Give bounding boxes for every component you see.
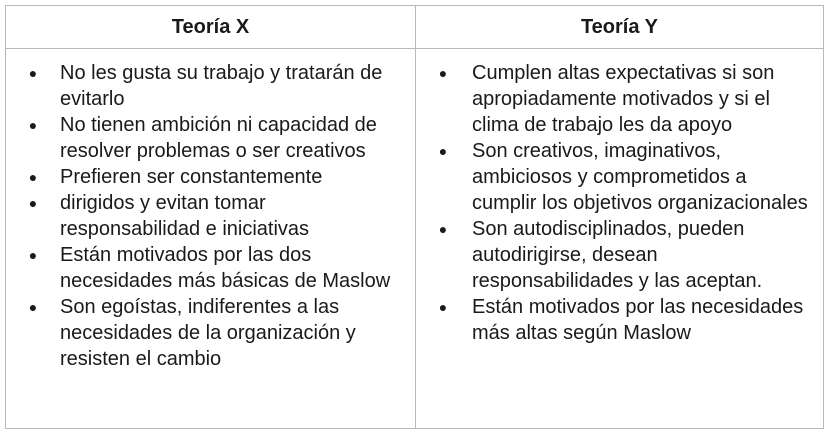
list-item: [22, 242, 407, 294]
list-item: [432, 138, 815, 216]
list-item-text: Prefieren ser constantemente: [60, 166, 323, 188]
list-item-text: Están motivados por las dos necesidades más básicas de Maslow: [60, 244, 391, 292]
theory-x-cell: [6, 49, 416, 429]
list-item: [432, 60, 815, 138]
list-item: [22, 190, 407, 242]
bullet-icon: ●: [438, 221, 448, 237]
header-theory-y: Teoría Y: [416, 6, 824, 49]
list-item: [22, 112, 407, 164]
list-item-text: Están motivados por las necesidades más altas según Maslow: [472, 296, 804, 344]
list-item: [22, 60, 407, 112]
list-item-text: Son autodisciplinados, pueden autodirigirse, desean responsabilidades y las aceptan.: [472, 218, 763, 292]
list-item: [22, 164, 407, 190]
list-item-text: Cumplen altas expectativas si son apropiadamente motivados y si el clima de trabajo les da apoyo: [472, 62, 775, 136]
bullet-icon: ●: [28, 169, 38, 185]
bullet-icon: ●: [438, 299, 448, 315]
header-row: [6, 6, 824, 49]
list-item-text: No tienen ambición ni capacidad de resolver problemas o ser creativos: [60, 114, 377, 162]
list-item-text: Son egoístas, indiferentes a las necesidades de la organización y resisten el cambio: [60, 296, 356, 370]
comparison-table-container: [5, 5, 823, 429]
list-item-text: No les gusta su trabajo y tratarán de evitarlo: [60, 62, 383, 110]
bullet-icon: ●: [28, 65, 38, 81]
bullet-icon: ●: [28, 117, 38, 133]
bullet-icon: ●: [28, 195, 38, 211]
header-theory-x: Teoría X: [6, 6, 416, 49]
theory-y-cell: [416, 49, 824, 429]
theory-y-list: [432, 60, 815, 346]
content-row: [6, 49, 824, 429]
bullet-icon: ●: [28, 247, 38, 263]
theory-comparison-table: [5, 5, 824, 429]
bullet-icon: ●: [438, 143, 448, 159]
bullet-icon: ●: [438, 65, 448, 81]
list-item-text: dirigidos y evitan tomar responsabilidad e iniciativas: [60, 192, 310, 240]
theory-x-list: [22, 60, 407, 372]
list-item-text: Son creativos, imaginativos, ambiciosos y comprometidos a cumplir los objetivos organizacionales: [472, 140, 808, 214]
bullet-icon: ●: [28, 299, 38, 315]
list-item: [432, 294, 815, 346]
list-item: [22, 294, 407, 372]
list-item: [432, 216, 815, 294]
